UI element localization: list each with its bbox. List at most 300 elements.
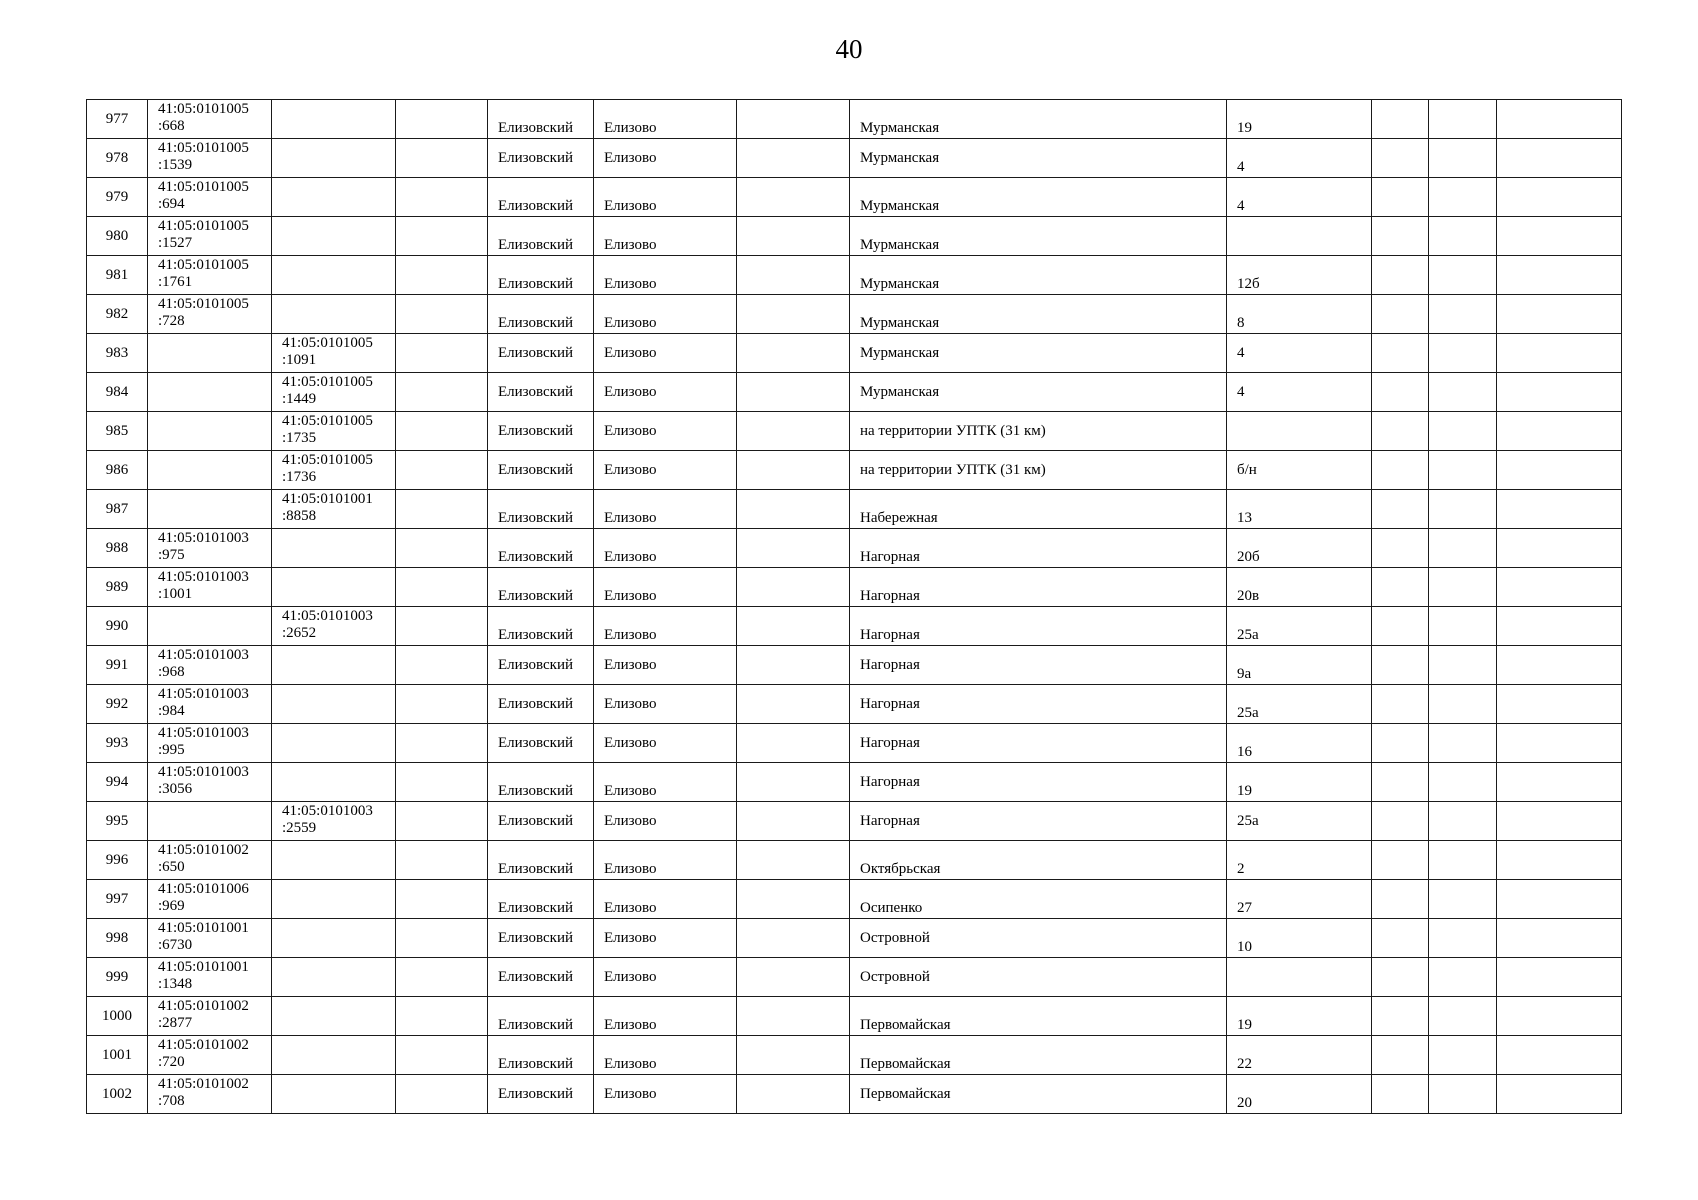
empty-cell xyxy=(396,919,488,958)
district-cell: Елизовский xyxy=(488,997,594,1036)
related-cadastral-number-cell xyxy=(272,1075,396,1114)
town-cell: Елизово xyxy=(594,880,737,919)
street-cell: Мурманская xyxy=(850,373,1227,412)
street-cell: Островной xyxy=(850,919,1227,958)
street-cell: Мурманская xyxy=(850,100,1227,139)
district-cell: Елизовский xyxy=(488,841,594,880)
cadastral-number-cell-line-2: :968 xyxy=(158,664,185,680)
related-cadastral-number-cell xyxy=(272,607,396,646)
empty-cell xyxy=(1497,685,1622,724)
house-cell: 19 xyxy=(1227,100,1372,139)
town-cell: Елизово xyxy=(594,139,737,178)
street-cell: Осипенко xyxy=(850,880,1227,919)
empty-cell xyxy=(1429,295,1497,334)
empty-cell xyxy=(737,412,850,451)
town-cell: Елизово xyxy=(594,100,737,139)
district-cell: Елизовский xyxy=(488,256,594,295)
table-row xyxy=(87,412,1622,451)
town-cell: Елизово xyxy=(594,412,737,451)
street-cell: Островной xyxy=(850,958,1227,997)
empty-cell xyxy=(396,529,488,568)
cadastral-number-cell-line-2: :6730 xyxy=(158,937,193,953)
cadastral-number-cell-line-1: 41:05:0101003 xyxy=(158,686,249,702)
empty-cell xyxy=(1497,178,1622,217)
house-cell: б/н xyxy=(1227,451,1372,490)
empty-cell xyxy=(737,217,850,256)
row-number-cell: 996 xyxy=(87,841,148,880)
street-cell: Нагорная xyxy=(850,646,1227,685)
cadastral-number-cell-line-2: :1539 xyxy=(158,157,193,173)
house-cell: 9а xyxy=(1227,646,1372,685)
row-number-cell: 991 xyxy=(87,646,148,685)
house-cell: 20б xyxy=(1227,529,1372,568)
table-body xyxy=(87,100,1622,1114)
cadastral-number-cell-line-1: 41:05:0101003 xyxy=(158,569,249,585)
empty-cell xyxy=(396,763,488,802)
empty-cell xyxy=(1497,919,1622,958)
page-number: 40 xyxy=(835,34,863,64)
empty-cell xyxy=(737,451,850,490)
empty-cell xyxy=(396,1036,488,1075)
empty-cell xyxy=(1429,100,1497,139)
cadastral-number-cell xyxy=(148,958,272,997)
house-cell: 22 xyxy=(1227,1036,1372,1075)
district-cell: Елизовский xyxy=(488,139,594,178)
table-row xyxy=(87,724,1622,763)
cadastral-number-cell-line-2: :975 xyxy=(158,547,185,563)
empty-cell xyxy=(1497,1036,1622,1075)
cadastral-number-cell-line-1: 41:05:0101005 xyxy=(158,218,249,234)
table-row xyxy=(87,490,1622,529)
house-cell: 27 xyxy=(1227,880,1372,919)
table-row xyxy=(87,763,1622,802)
related-cadastral-number-cell xyxy=(272,646,396,685)
row-number-cell: 986 xyxy=(87,451,148,490)
empty-cell xyxy=(1372,763,1429,802)
empty-cell xyxy=(1429,334,1497,373)
table-row xyxy=(87,529,1622,568)
cadastral-number-cell-line-1: 41:05:0101005 xyxy=(158,179,249,195)
table-row xyxy=(87,997,1622,1036)
cadastral-number-cell xyxy=(148,217,272,256)
cadastral-number-cell-line-1: 41:05:0101002 xyxy=(158,1037,249,1053)
empty-cell xyxy=(396,139,488,178)
row-number-cell: 977 xyxy=(87,100,148,139)
district-cell: Елизовский xyxy=(488,685,594,724)
empty-cell xyxy=(1372,334,1429,373)
table-row xyxy=(87,451,1622,490)
house-cell xyxy=(1227,958,1372,997)
cadastral-number-cell-line-2: :1527 xyxy=(158,235,193,251)
empty-cell xyxy=(737,841,850,880)
empty-cell xyxy=(1372,1036,1429,1075)
related-cadastral-number-cell xyxy=(272,1036,396,1075)
cadastral-number-cell-line-2: :708 xyxy=(158,1093,185,1109)
empty-cell xyxy=(396,646,488,685)
empty-cell xyxy=(396,607,488,646)
cadastral-number-cell-line-2: :728 xyxy=(158,313,185,329)
related-cadastral-number-cell-line-2: :8858 xyxy=(282,508,317,524)
cadastral-number-cell xyxy=(148,724,272,763)
cadastral-number-cell xyxy=(148,607,272,646)
related-cadastral-number-cell xyxy=(272,802,396,841)
table-row xyxy=(87,373,1622,412)
empty-cell xyxy=(1429,724,1497,763)
row-number-cell: 989 xyxy=(87,568,148,607)
cadastral-number-cell-line-1: 41:05:0101003 xyxy=(158,725,249,741)
empty-cell xyxy=(396,451,488,490)
table-row xyxy=(87,295,1622,334)
district-cell: Елизовский xyxy=(488,880,594,919)
row-number-cell: 995 xyxy=(87,802,148,841)
cadastral-number-cell-line-1: 41:05:0101005 xyxy=(158,140,249,156)
town-cell: Елизово xyxy=(594,919,737,958)
town-cell: Елизово xyxy=(594,841,737,880)
cadastral-number-cell-line-1: 41:05:0101002 xyxy=(158,998,249,1014)
empty-cell xyxy=(1429,997,1497,1036)
empty-cell xyxy=(737,256,850,295)
related-cadastral-number-cell-line-1: 41:05:0101001 xyxy=(282,491,373,507)
empty-cell xyxy=(396,724,488,763)
related-cadastral-number-cell-line-2: :1736 xyxy=(282,469,317,485)
empty-cell xyxy=(1372,1075,1429,1114)
house-cell xyxy=(1227,412,1372,451)
town-cell: Елизово xyxy=(594,295,737,334)
cadastral-number-cell xyxy=(148,100,272,139)
row-number-cell: 998 xyxy=(87,919,148,958)
empty-cell xyxy=(737,997,850,1036)
empty-cell xyxy=(1372,490,1429,529)
related-cadastral-number-cell xyxy=(272,295,396,334)
house-cell: 25а xyxy=(1227,607,1372,646)
town-cell: Елизово xyxy=(594,451,737,490)
related-cadastral-number-cell-line-1: 41:05:0101005 xyxy=(282,413,373,429)
cadastral-number-cell-line-1: 41:05:0101003 xyxy=(158,647,249,663)
empty-cell xyxy=(737,958,850,997)
related-cadastral-number-cell xyxy=(272,841,396,880)
district-cell: Елизовский xyxy=(488,568,594,607)
street-cell: Нагорная xyxy=(850,724,1227,763)
related-cadastral-number-cell xyxy=(272,100,396,139)
house-cell: 16 xyxy=(1227,724,1372,763)
related-cadastral-number-cell xyxy=(272,919,396,958)
cadastral-number-cell-line-2: :720 xyxy=(158,1054,185,1070)
table-row xyxy=(87,685,1622,724)
row-number-cell: 978 xyxy=(87,139,148,178)
town-cell: Елизово xyxy=(594,490,737,529)
cadastral-number-cell-line-2: :694 xyxy=(158,196,185,212)
related-cadastral-number-cell-line-2: :1735 xyxy=(282,430,317,446)
empty-cell xyxy=(1497,763,1622,802)
related-cadastral-number-cell-line-1: 41:05:0101003 xyxy=(282,608,373,624)
town-cell: Елизово xyxy=(594,763,737,802)
street-cell: Нагорная xyxy=(850,568,1227,607)
cadastral-number-cell-line-1: 41:05:0101002 xyxy=(158,1076,249,1092)
related-cadastral-number-cell xyxy=(272,568,396,607)
district-cell: Елизовский xyxy=(488,334,594,373)
related-cadastral-number-cell-line-2: :2559 xyxy=(282,820,317,836)
house-cell: 25а xyxy=(1227,802,1372,841)
cadastral-number-cell xyxy=(148,646,272,685)
district-cell: Елизовский xyxy=(488,100,594,139)
cadastral-number-cell-line-1: 41:05:0101006 xyxy=(158,881,249,897)
street-cell: Мурманская xyxy=(850,256,1227,295)
cadastral-number-cell-line-1: 41:05:0101003 xyxy=(158,530,249,546)
cadastral-number-cell xyxy=(148,1036,272,1075)
row-number-cell: 981 xyxy=(87,256,148,295)
district-cell: Елизовский xyxy=(488,490,594,529)
cadastral-number-cell-line-2: :1761 xyxy=(158,274,193,290)
town-cell: Елизово xyxy=(594,607,737,646)
town-cell: Елизово xyxy=(594,997,737,1036)
empty-cell xyxy=(737,1075,850,1114)
empty-cell xyxy=(1429,1075,1497,1114)
house-cell: 13 xyxy=(1227,490,1372,529)
empty-cell xyxy=(1429,607,1497,646)
empty-cell xyxy=(1497,607,1622,646)
row-number-cell: 1001 xyxy=(87,1036,148,1075)
cadastral-number-cell xyxy=(148,1075,272,1114)
district-cell: Елизовский xyxy=(488,373,594,412)
empty-cell xyxy=(1429,763,1497,802)
district-cell: Елизовский xyxy=(488,646,594,685)
related-cadastral-number-cell xyxy=(272,490,396,529)
table-row xyxy=(87,568,1622,607)
empty-cell xyxy=(396,685,488,724)
street-cell: Мурманская xyxy=(850,334,1227,373)
related-cadastral-number-cell xyxy=(272,997,396,1036)
street-cell: Мурманская xyxy=(850,178,1227,217)
street-cell: на территории УПТК (31 км) xyxy=(850,451,1227,490)
related-cadastral-number-cell-line-1: 41:05:0101005 xyxy=(282,374,373,390)
empty-cell xyxy=(396,1075,488,1114)
empty-cell xyxy=(737,724,850,763)
cadastral-number-cell-line-2: :650 xyxy=(158,859,185,875)
empty-cell xyxy=(1429,412,1497,451)
table-row xyxy=(87,802,1622,841)
empty-cell xyxy=(1429,841,1497,880)
cadastral-number-cell xyxy=(148,373,272,412)
related-cadastral-number-cell xyxy=(272,256,396,295)
empty-cell xyxy=(1497,1075,1622,1114)
empty-cell xyxy=(1497,412,1622,451)
town-cell: Елизово xyxy=(594,373,737,412)
row-number-cell: 984 xyxy=(87,373,148,412)
district-cell: Елизовский xyxy=(488,412,594,451)
row-number-cell: 992 xyxy=(87,685,148,724)
empty-cell xyxy=(1372,802,1429,841)
cadastral-number-cell-line-2: :1348 xyxy=(158,976,193,992)
cadastral-number-cell xyxy=(148,529,272,568)
cadastral-number-cell xyxy=(148,880,272,919)
town-cell: Елизово xyxy=(594,334,737,373)
row-number-cell: 999 xyxy=(87,958,148,997)
row-number-cell: 980 xyxy=(87,217,148,256)
empty-cell xyxy=(396,100,488,139)
district-cell: Елизовский xyxy=(488,763,594,802)
empty-cell xyxy=(1372,295,1429,334)
house-cell: 10 xyxy=(1227,919,1372,958)
empty-cell xyxy=(1429,568,1497,607)
empty-cell xyxy=(1497,568,1622,607)
cadastral-number-cell-line-1: 41:05:0101005 xyxy=(158,257,249,273)
house-cell: 4 xyxy=(1227,334,1372,373)
empty-cell xyxy=(1497,139,1622,178)
cadastral-number-cell-line-2: :3056 xyxy=(158,781,193,797)
house-cell: 20в xyxy=(1227,568,1372,607)
empty-cell xyxy=(1497,295,1622,334)
street-cell: Набережная xyxy=(850,490,1227,529)
district-cell: Елизовский xyxy=(488,958,594,997)
empty-cell xyxy=(1372,958,1429,997)
empty-cell xyxy=(1497,100,1622,139)
street-cell: Первомайская xyxy=(850,1036,1227,1075)
house-cell: 19 xyxy=(1227,763,1372,802)
related-cadastral-number-cell-line-2: :1449 xyxy=(282,391,317,407)
empty-cell xyxy=(737,880,850,919)
street-cell: Нагорная xyxy=(850,802,1227,841)
empty-cell xyxy=(396,841,488,880)
empty-cell xyxy=(737,334,850,373)
table-row xyxy=(87,100,1622,139)
row-number-cell: 993 xyxy=(87,724,148,763)
empty-cell xyxy=(1372,451,1429,490)
cadastral-number-cell xyxy=(148,412,272,451)
empty-cell xyxy=(396,334,488,373)
street-cell: Мурманская xyxy=(850,217,1227,256)
table-row xyxy=(87,919,1622,958)
empty-cell xyxy=(737,178,850,217)
empty-cell xyxy=(1372,529,1429,568)
related-cadastral-number-cell xyxy=(272,763,396,802)
district-cell: Елизовский xyxy=(488,178,594,217)
street-cell: Первомайская xyxy=(850,1075,1227,1114)
empty-cell xyxy=(1372,139,1429,178)
cadastral-number-cell xyxy=(148,841,272,880)
related-cadastral-number-cell xyxy=(272,724,396,763)
street-cell: Первомайская xyxy=(850,997,1227,1036)
empty-cell xyxy=(1429,139,1497,178)
empty-cell xyxy=(1429,880,1497,919)
empty-cell xyxy=(1497,529,1622,568)
empty-cell xyxy=(1429,451,1497,490)
cadastral-number-cell-line-2: :2877 xyxy=(158,1015,193,1031)
table-row xyxy=(87,178,1622,217)
empty-cell xyxy=(396,178,488,217)
cadastral-number-cell xyxy=(148,919,272,958)
related-cadastral-number-cell-line-2: :2652 xyxy=(282,625,317,641)
empty-cell xyxy=(737,763,850,802)
house-cell: 4 xyxy=(1227,178,1372,217)
town-cell: Елизово xyxy=(594,178,737,217)
district-cell: Елизовский xyxy=(488,724,594,763)
district-cell: Елизовский xyxy=(488,1075,594,1114)
cadastral-number-cell-line-1: 41:05:0101003 xyxy=(158,764,249,780)
town-cell: Елизово xyxy=(594,256,737,295)
row-number-cell: 997 xyxy=(87,880,148,919)
empty-cell xyxy=(737,139,850,178)
related-cadastral-number-cell xyxy=(272,529,396,568)
related-cadastral-number-cell xyxy=(272,217,396,256)
empty-cell xyxy=(737,646,850,685)
street-cell: на территории УПТК (31 км) xyxy=(850,412,1227,451)
row-number-cell: 985 xyxy=(87,412,148,451)
empty-cell xyxy=(396,568,488,607)
street-cell: Нагорная xyxy=(850,763,1227,802)
empty-cell xyxy=(737,685,850,724)
cadastral-number-cell-line-1: 41:05:0101002 xyxy=(158,842,249,858)
empty-cell xyxy=(1429,178,1497,217)
street-cell: Нагорная xyxy=(850,529,1227,568)
row-number-cell: 1002 xyxy=(87,1075,148,1114)
empty-cell xyxy=(1497,490,1622,529)
row-number-cell: 990 xyxy=(87,607,148,646)
empty-cell xyxy=(1497,880,1622,919)
empty-cell xyxy=(1429,685,1497,724)
house-cell: 19 xyxy=(1227,997,1372,1036)
district-cell: Елизовский xyxy=(488,295,594,334)
town-cell: Елизово xyxy=(594,1036,737,1075)
street-cell: Нагорная xyxy=(850,685,1227,724)
table-row xyxy=(87,607,1622,646)
empty-cell xyxy=(1497,724,1622,763)
cadastral-number-cell-line-2: :984 xyxy=(158,703,185,719)
empty-cell xyxy=(737,802,850,841)
town-cell: Елизово xyxy=(594,1075,737,1114)
related-cadastral-number-cell xyxy=(272,412,396,451)
empty-cell xyxy=(1372,919,1429,958)
empty-cell xyxy=(1497,373,1622,412)
registry-table xyxy=(86,99,1622,1114)
empty-cell xyxy=(396,880,488,919)
row-number-cell: 987 xyxy=(87,490,148,529)
house-cell: 25а xyxy=(1227,685,1372,724)
empty-cell xyxy=(1429,646,1497,685)
town-cell: Елизово xyxy=(594,646,737,685)
empty-cell xyxy=(1372,841,1429,880)
empty-cell xyxy=(1429,373,1497,412)
street-cell: Нагорная xyxy=(850,607,1227,646)
empty-cell xyxy=(1429,256,1497,295)
cadastral-number-cell xyxy=(148,763,272,802)
empty-cell xyxy=(396,295,488,334)
cadastral-number-cell-line-2: :969 xyxy=(158,898,185,914)
related-cadastral-number-cell xyxy=(272,373,396,412)
related-cadastral-number-cell-line-1: 41:05:0101005 xyxy=(282,335,373,351)
related-cadastral-number-cell xyxy=(272,685,396,724)
cadastral-number-cell xyxy=(148,139,272,178)
cadastral-number-cell xyxy=(148,568,272,607)
town-cell: Елизово xyxy=(594,568,737,607)
town-cell: Елизово xyxy=(594,217,737,256)
empty-cell xyxy=(1497,334,1622,373)
empty-cell xyxy=(1497,451,1622,490)
cadastral-number-cell xyxy=(148,295,272,334)
cadastral-number-cell xyxy=(148,685,272,724)
town-cell: Елизово xyxy=(594,802,737,841)
district-cell: Елизовский xyxy=(488,802,594,841)
related-cadastral-number-cell xyxy=(272,139,396,178)
empty-cell xyxy=(1429,919,1497,958)
cadastral-number-cell-line-2: :995 xyxy=(158,742,185,758)
cadastral-number-cell-line-2: :1001 xyxy=(158,586,193,602)
empty-cell xyxy=(1497,802,1622,841)
cadastral-number-cell xyxy=(148,334,272,373)
empty-cell xyxy=(1372,412,1429,451)
empty-cell xyxy=(1372,217,1429,256)
town-cell: Елизово xyxy=(594,724,737,763)
empty-cell xyxy=(396,412,488,451)
